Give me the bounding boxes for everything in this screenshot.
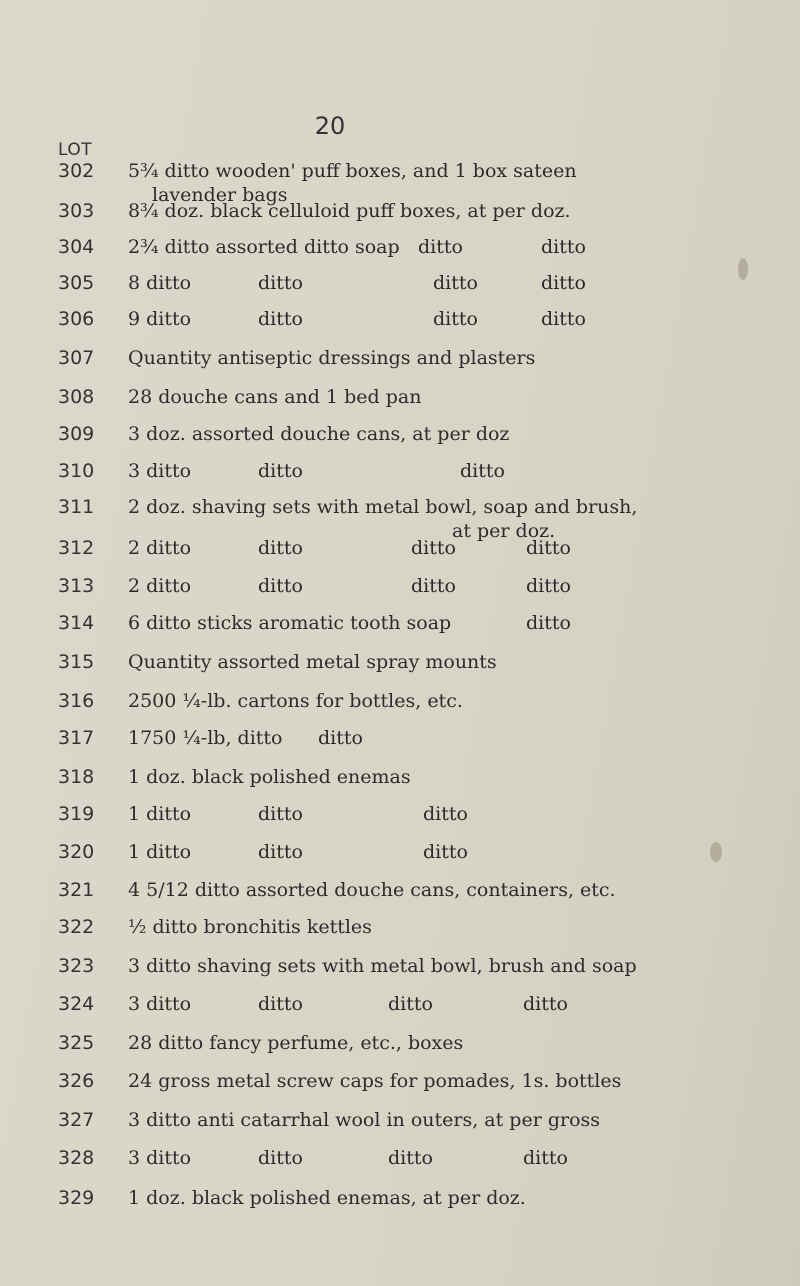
lot-number: 328 <box>58 1147 95 1169</box>
lot-description: Quantity antiseptic dressings and plasters <box>128 347 536 369</box>
ditto-column: ditto <box>258 841 303 863</box>
lot-row <box>0 308 800 348</box>
lot-description: 2 ditto <box>128 537 192 559</box>
lot-row <box>0 1032 800 1072</box>
lot-row <box>0 916 800 956</box>
lot-description: 28 ditto fancy perfume, etc., boxes <box>128 1032 464 1054</box>
lot-row <box>0 651 800 691</box>
lot-row <box>0 236 800 276</box>
ditto-column: ditto <box>388 993 433 1015</box>
ditto-column: ditto <box>258 460 303 482</box>
lot-row <box>0 1070 800 1110</box>
ditto-column: ditto <box>258 272 303 294</box>
lot-number: 310 <box>58 460 95 482</box>
ditto-column: ditto <box>411 575 456 597</box>
lot-number: 308 <box>58 386 95 408</box>
lot-description: 24 gross metal screw caps for pomades, 1s. bottles <box>128 1070 622 1092</box>
lot-description: 1 doz. black polished enemas, at per doz. <box>128 1187 526 1209</box>
ditto-column: ditto <box>526 612 571 634</box>
lot-description: 1 doz. black polished enemas <box>128 766 411 788</box>
ditto-column: ditto <box>411 537 456 559</box>
ditto-column: ditto <box>541 308 586 330</box>
lot-description: 3 ditto <box>128 993 192 1015</box>
ditto-column: ditto <box>418 236 463 258</box>
lot-description-continued: at per doz. <box>452 520 556 542</box>
lot-description: 4 5/12 ditto assorted douche cans, containers, etc. <box>128 879 616 901</box>
lot-number: 327 <box>58 1109 95 1131</box>
lot-number: 303 <box>58 200 95 222</box>
lot-row <box>0 1109 800 1149</box>
lot-number: 314 <box>58 612 95 634</box>
lot-description: 8¾ doz. black celluloid puff boxes, at per doz. <box>128 200 571 222</box>
lot-row <box>0 612 800 652</box>
ditto-column: ditto <box>523 993 568 1015</box>
lot-description: 2 doz. shaving sets with metal bowl, soap and brush, <box>128 496 638 518</box>
lot-description: 5¾ ditto wooden' puff boxes, and 1 box sateen <box>128 160 577 182</box>
lot-number: 323 <box>58 955 95 977</box>
lot-number: 312 <box>58 537 95 559</box>
ditto-column: ditto <box>541 272 586 294</box>
lot-number: 321 <box>58 879 95 901</box>
lot-row <box>0 347 800 387</box>
lot-number: 329 <box>58 1187 95 1209</box>
lot-description: 1 ditto <box>128 841 192 863</box>
lot-description: 2500 ¼-lb. cartons for bottles, etc. <box>128 690 463 712</box>
lot-row <box>0 537 800 577</box>
lot-number: 307 <box>58 347 95 369</box>
lot-number: 311 <box>58 496 95 518</box>
lot-number: 306 <box>58 308 95 330</box>
lot-row <box>0 496 800 542</box>
lot-row <box>0 993 800 1033</box>
ditto-column: ditto <box>258 1147 303 1169</box>
lot-description: 3 ditto <box>128 1147 192 1169</box>
lot-number: 326 <box>58 1070 95 1092</box>
lot-number: 309 <box>58 423 95 445</box>
lot-row <box>0 803 800 843</box>
lot-description: 9 ditto <box>128 308 192 330</box>
ditto-column: ditto <box>318 727 363 749</box>
lot-description: 1750 ¼-lb, ditto <box>128 727 283 749</box>
lot-row <box>0 272 800 312</box>
paper-blemish <box>738 258 748 280</box>
lot-number: 313 <box>58 575 95 597</box>
lot-description-continued: lavender bags <box>152 184 288 206</box>
lot-number: 316 <box>58 690 95 712</box>
lot-number: 305 <box>58 272 95 294</box>
lot-description: 3 doz. assorted douche cans, at per doz <box>128 423 510 445</box>
lot-description: 1 ditto <box>128 803 192 825</box>
lot-row <box>0 460 800 500</box>
ditto-column: ditto <box>258 993 303 1015</box>
ditto-column: ditto <box>541 236 586 258</box>
ditto-column: ditto <box>526 575 571 597</box>
lot-row <box>0 727 800 767</box>
page-number: 20 <box>314 112 346 140</box>
lot-description: 3 ditto <box>128 460 192 482</box>
lot-description: 2 ditto <box>128 575 192 597</box>
lot-row <box>0 1147 800 1187</box>
ditto-column: ditto <box>258 308 303 330</box>
lot-description: 28 douche cans and 1 bed pan <box>128 386 422 408</box>
lot-row <box>0 955 800 995</box>
ditto-column: ditto <box>388 1147 433 1169</box>
lot-row <box>0 841 800 881</box>
lot-number: 320 <box>58 841 95 863</box>
ditto-column: ditto <box>423 841 468 863</box>
lot-number: 318 <box>58 766 95 788</box>
ditto-column: ditto <box>423 803 468 825</box>
lot-description: 8 ditto <box>128 272 192 294</box>
lot-description: 2¾ ditto assorted ditto soap <box>128 236 400 258</box>
lot-row <box>0 386 800 426</box>
ditto-column: ditto <box>460 460 505 482</box>
lot-number: 319 <box>58 803 95 825</box>
lot-row <box>0 200 800 240</box>
lot-row <box>0 879 800 919</box>
ditto-column: ditto <box>526 537 571 559</box>
lot-column-header: LOT <box>58 140 93 160</box>
lot-number: 317 <box>58 727 95 749</box>
lot-description: 3 ditto shaving sets with metal bowl, brush and soap <box>128 955 637 977</box>
lot-number: 324 <box>58 993 95 1015</box>
lot-number: 302 <box>58 160 95 182</box>
lot-number: 322 <box>58 916 95 938</box>
lot-row <box>0 160 800 206</box>
ditto-column: ditto <box>433 308 478 330</box>
ditto-column: ditto <box>523 1147 568 1169</box>
ditto-column: ditto <box>258 803 303 825</box>
lot-row <box>0 423 800 463</box>
ditto-column: ditto <box>258 537 303 559</box>
lot-description: Quantity assorted metal spray mounts <box>128 651 497 673</box>
lot-description: ½ ditto bronchitis kettles <box>128 916 372 938</box>
lot-row <box>0 575 800 615</box>
lot-number: 325 <box>58 1032 95 1054</box>
lot-description: 6 ditto sticks aromatic tooth soap <box>128 612 452 634</box>
lot-description: 3 ditto anti catarrhal wool in outers, at per gross <box>128 1109 601 1131</box>
lot-number: 304 <box>58 236 95 258</box>
ditto-column: ditto <box>258 575 303 597</box>
paper-blemish <box>710 842 722 862</box>
lot-number: 315 <box>58 651 95 673</box>
lot-row <box>0 766 800 806</box>
lot-row <box>0 690 800 730</box>
lot-row <box>0 1187 800 1227</box>
ditto-column: ditto <box>433 272 478 294</box>
